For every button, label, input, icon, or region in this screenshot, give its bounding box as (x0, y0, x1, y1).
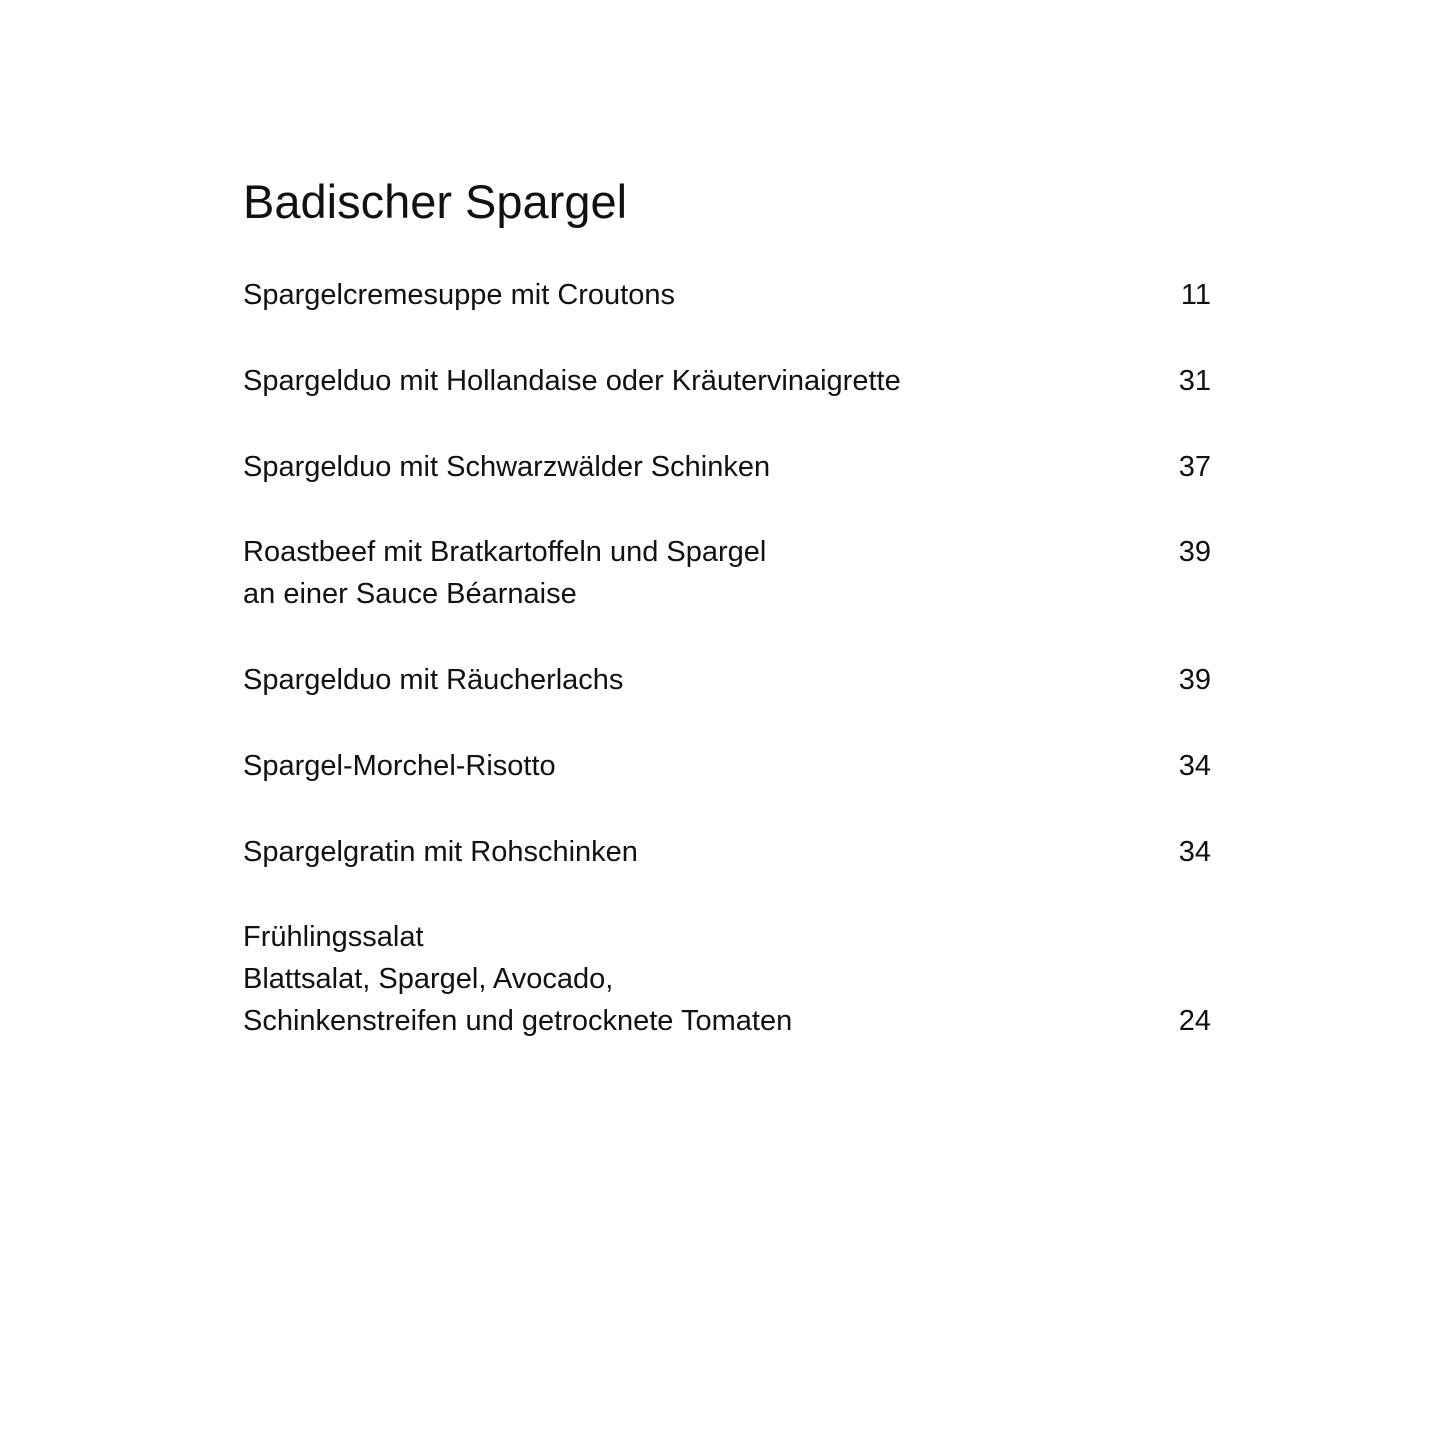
menu-item-detail: an einer Sauce Béarnaise (243, 578, 577, 610)
menu-item-name: Spargelduo mit Hollandaise oder Kräutervinaigrette (243, 365, 901, 397)
menu-item-name: Frühlingssalat (243, 921, 424, 953)
menu-item-price: 11 (1180, 279, 1211, 311)
menu-item-detail: Blattsalat, Spargel, Avocado, (243, 963, 614, 995)
menu-item-description (243, 360, 1143, 402)
menu-item-name: Spargel-Morchel-Risotto (243, 750, 556, 782)
menu-item-name: Spargelduo mit Schwarzwälder Schinken (243, 451, 771, 483)
menu-item-description (243, 531, 1143, 615)
menu-item-price: 31 (1178, 365, 1211, 397)
menu-item-detail: Schinkenstreifen und getrocknete Tomaten (243, 1005, 793, 1037)
menu-item-description (243, 831, 1143, 873)
menu-item-price: 39 (1178, 664, 1211, 696)
menu-item-description (243, 659, 1143, 701)
menu-item-description (243, 745, 1143, 787)
menu-item-price: 24 (1178, 1005, 1211, 1037)
menu-item-name: Spargelgratin mit Rohschinken (243, 836, 638, 868)
menu-item-price: 37 (1178, 451, 1211, 483)
menu-item-description (243, 274, 1143, 316)
menu-item-price: 34 (1178, 836, 1211, 868)
menu-item-description (243, 446, 1143, 488)
menu-item-name: Roastbeef mit Bratkartoffeln und Spargel (243, 536, 767, 568)
menu-item-description (243, 916, 1143, 1042)
menu-item-price: 34 (1178, 750, 1211, 782)
menu-item-price: 39 (1178, 536, 1211, 568)
menu-item-name: Spargelcremesuppe mit Croutons (243, 279, 675, 311)
menu-title: Badischer Spargel (243, 175, 628, 228)
menu-item-name: Spargelduo mit Räucherlachs (243, 664, 624, 696)
